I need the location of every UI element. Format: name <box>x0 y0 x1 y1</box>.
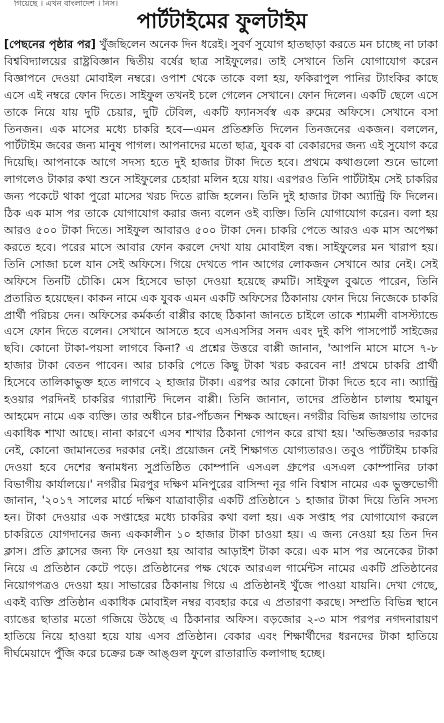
cut-off-previous-line: গিয়েছে । এখন বাংলাদেশ । নিস। <box>14 0 118 8</box>
article-body <box>4 37 438 719</box>
article-headline: পার্টটাইমের ফুলটাইম <box>136 9 308 33</box>
article-body-text: খুঁজছিলেন অনেক দিন ধরেই। সুবর্ণ সুযোগ হাতছাড়া করতে মন চাচ্ছে না ঢাকা বিশ্ববিদ্যালয়ের রাষ্ট্রবিজ্ঞান দ্বিতীয় বর্ষের ছাত্র সাইফুলের। তাই সেখানে তিনি যোগাযোগ করেন বিজ্ঞাপনে দেওয়া মোবাইল নম্বরে। ওপাশ থেকে তাকে বলা হয়, ফকিরাপুল পানির ট্যাংকির কাছে এসে এই নম্বরে ফোন দিতে। সাইফুল তখনই চলে গেলেন সেখানে। ফোন দিলেন। একটি ছেলে এসে তাকে নিয়ে যায় দুটি চেয়ার, দুটি টেবিল, একটি ফ্যানসর্বস্ব এক রুমের অফিসে। সেখানে বসা তিনজন। এক মাসের মধ্যে চাকরি হবে—এমন প্রতিশ্রুতি দিলেন তিনজনের একজন। বললেন, পার্টটাইম জবের জন্য মানুষ পাগল। আপনাদের মতো ছাত্র, যুবক বা বেকারদের জন্য এই সুযোগ করে দিয়েছি। আপনাকে আগে সদস্য হতে দুই হাজার টাকা দিতে হবে। প্রথমে কথাগুলো শুনে ভালো লাগলেও টাকার কথা শুনে সাইফুলের চেহারা মলিন হয়ে যায়। এরপরও তিনি পার্টটাইম সেই চাকরির জন্য পকেটে থাকা পুরো মাসের খরচ দিতে রাজি হলেন। তিনি দুই হাজার টাকা অ্যান্ট্রি ফি দিলেন। ঠিক এক মাস পর তাকে যোগাযোগ করার জন্য বলেন ওই ব্যক্তি। তিনি যোগাযোগ করেন। বলা হয় আরও ৫০০ টাকা দিতে। সাইফুল আবারও ৫০০ টাকা দেন। চাকরি পেতে আরও এক মাস অপেক্ষা করতে হবে। পরের মাসে আবার ফোন করলে দেখা যায় মোবাইল বন্ধ। সাইফুলের মন খারাপ হয়। তিনি সোজা চলে যান সেই অফিসে। গিয়ে দেখতে পান আগের লোকজন সেখানে আর নেই। সেই অফিসে তিনটি চৌকি। মেস হিসেবে ভাড়া দেওয়া হয়েছে রুমটি। সাইফুল বুঝতে পারেন, তিনি প্রতারিত হয়েছেন। কাকন নামে এক যুবক এমন একটি অফিসের ঠিকানায় ফোন দিয়ে নিজেকে চাকরি প্রার্থী পরিচয় দেন। অফিসের কর্মকর্তা বাপ্পীর কাছে ঠিকানা জানতে চাইলে তাকে শ্যামলী বাসস্ট্যান্ডে এসে ফোন দিতে বলেন। সেখানে আসতে হবে এসএসসির সনদ এবং দুই কপি পাসপোর্ট সাইজের ছবি। কোনো টাকা-পয়সা লাগবে কিনা? এ প্রশ্নের উত্তরে বাপ্পী জানান, 'আপনি মাসে মাসে ৭-৮ হাজার টাকা বেতন পাবেন। আর চাকরি পেতে কিছু টাকা খরচ করবেন না! প্রথমে চাকরি প্রার্থী হিসেবে তালিকাভুক্ত হতে লাগবে ২ হাজার টাকা। এরপর আর কোনো টাকা দিতে হবে না। অ্যান্ট্রি হওয়ার পরদিনই চাকরির গ্যারান্টি দিলেন বাপ্পী। তিনি জানান, তাদের প্রতিষ্ঠান চালায় হুমায়ুন আহমেদ নামে এক ব্যক্তি। তার অধীনে চার-পাঁচজন শিক্ষক আছেন। নগরীর বিভিন্ন জায়গায় তাদের একাধিক শাখা আছে। নানা কারণে এসব শাখার ঠিকানা গোপন করে রাখা হয়। 'অভিজ্ঞতার দরকার নেই, কোনো জামানতের দরকার নেই। প্রয়োজন নেই শিক্ষাগত যোগ্যতারও। তবুও পার্টটাইম চাকরি দেওয়া হবে দেশের স্বনামধন্য সুপ্রতিষ্ঠিত কোম্পানি এসএল গ্রুপের এসএল কোম্পানির ঢাকা বিভাগীয় কার্যালয়ে।' নগরীর মিরপুর দক্ষিণ মনিপুরের বাসিন্দা নূর গনি বিশ্বাস নামের এক ভুক্তভোগী জানান, '২০১৭ সালের মার্চে দক্ষিণ যাত্রাবাড়ীর একটি প্রতিষ্ঠানে ১ হাজার টাকা দিয়ে তিনি সদস্য হন। টাকা দেওয়ার এক সপ্তাহের মধ্যে চাকরির কথা বলা হয়। এক সপ্তাহ পর যোগাযোগ করলে চাকরিতে যোগদানের জন্য এককালীন ১০ হাজার টাকা চাওয়া হয়। এ জন্য নেওয়া হয় তিন দিন ক্লাস। প্রতি ক্লাসের জন্য ফি নেওয়া হয় আবার আড়াইশ টাকা করে। এক মাস পর অনেকের টাকা নিয়ে এ প্রতিষ্ঠান কেটে পড়ে। প্রতিষ্ঠানের পক্ষ থেকে আরএল গার্মেন্টস নামের একটি প্রতিষ্ঠানের নিয়োগপত্রও দেওয়া হয়। সাভারের ঠিকানায় গিয়ে এ প্রতিষ্ঠানই খুঁজে পাওয়া যায়নি। দেখা গেছে, একই ব্যক্তি প্রতিষ্ঠান একাধিক মোবাইল নম্বর ব্যবহার করে এ প্রতারণা করছে। সম্প্রতি বিভিন্ন স্থানে ব্যাঙের ছাতার মতো গজিয়ে উঠছে এ ঠিকানার অফিস। বড়জোর ২-৩ মাস পরপর নগদনারায়ণ হাতিয়ে নিয়ে হাওয়া হয়ে যায় এসব প্রতিষ্ঠান। বেকার এবং শিক্ষার্থীদের ধরনদের টাকা হাতিয়ে দীর্ঘমেয়াদে পুঁজি করে চক্রের চক্র আঙ্গুল ফুলে রাতারাতি কলাগাছ হচ্ছে। <box>4 38 438 660</box>
continuation-marker: [পেছনের পৃষ্ঠার পর] <box>4 38 96 51</box>
